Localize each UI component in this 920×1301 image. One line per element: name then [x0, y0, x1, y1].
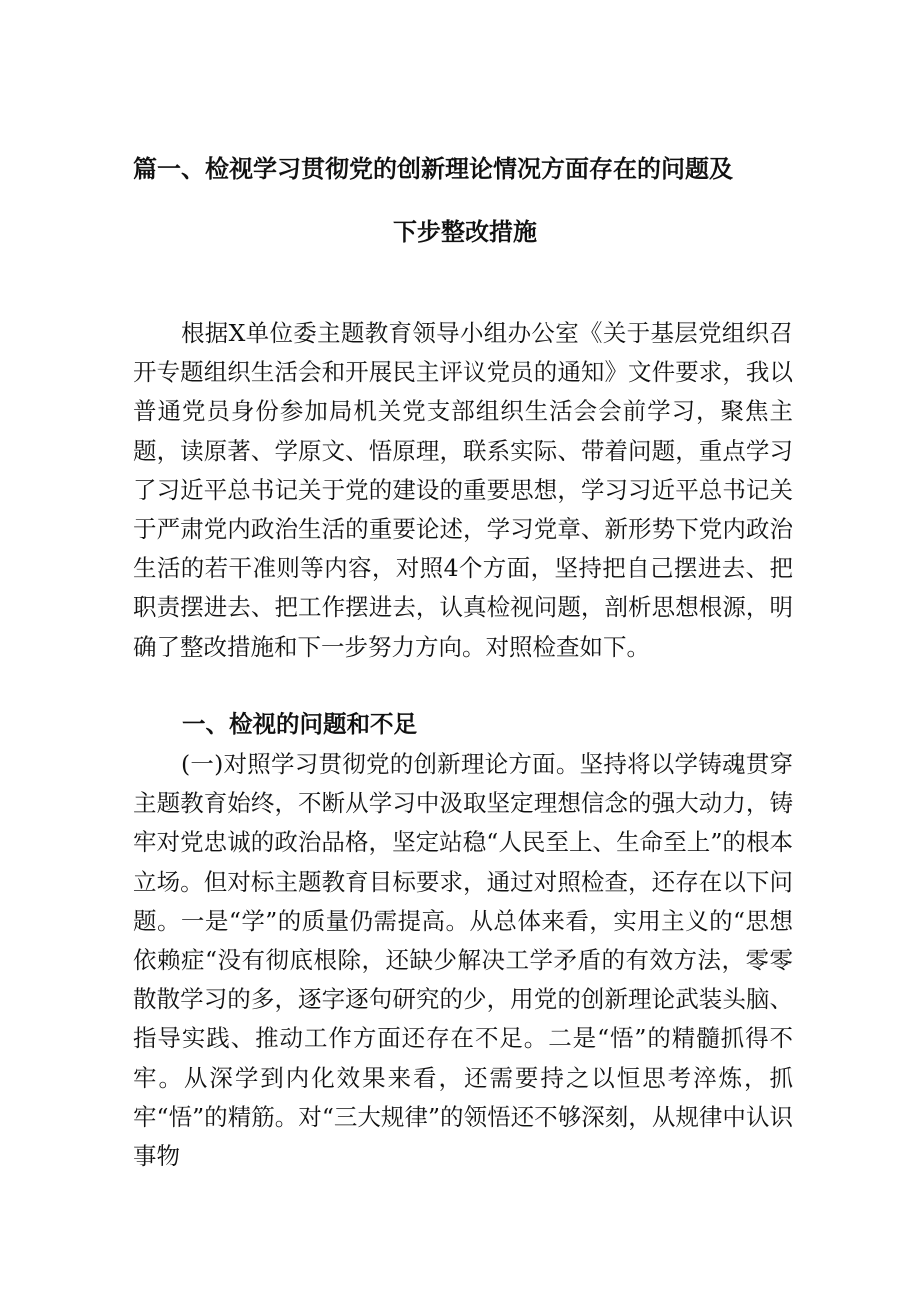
document-title-line-2: 下步整改措施 — [393, 218, 537, 246]
section-heading-1: 一、检视的问题和不足 — [182, 710, 417, 738]
intro-paragraph: 根据X单位委主题教育领导小组办公室《关于基层党组织召开专题组织生活会和开展民主评议党员的通知》文件要求，我以普通党员身份参加局机关党支部组织生活会会前学习，聚焦主题，读原著、学原文、悟原理，联系实际、带着问题，重点学习了习近平总书记关于党的建设的重要思想，学习习近平总书记关于严肃党内政治生活的重要论述，学习党章、新形势下党内政治生活的若干准则等内容，对照4个方面，坚持把自己摆进去、把职责摆进去、把工作摆进去，认真检视问题，剖析思想根源，明确了整改措施和下一步努力方向。对照检查如下。 — [133, 319, 793, 661]
document-title-line-1: 篇一、检视学习贯彻党的创新理论情况方面存在的问题及 — [133, 155, 733, 183]
section-paragraph-1: (一)对照学习贯彻党的创新理论方面。坚持将以学铸魂贯穿主题教育始终，不断从学习中汲取坚定理想信念的强大动力，铸牢对党忠诚的政治品格，坚定站稳“人民至上、生命至上”的根本立场。但对标主题教育目标要求，通过对照检查，还存在以下问题。一是“学”的质量仍需提高。从总体来看，实用主义的“思想依赖症“没有彻底根除，还缺少解决工学矛盾的有效方法，零零散散学习的多，逐字逐句研究的少，用党的创新理论武装头脑、指导实践、推动工作方面还存在不足。二是“悟”的精髓抓得不牢。从深学到内化效果来看，还需要持之以恒思考淬炼，抓牢“悟”的精筋。对“三大规律”的领悟还不够深刻，从规律中认识事物 — [133, 750, 793, 1171]
